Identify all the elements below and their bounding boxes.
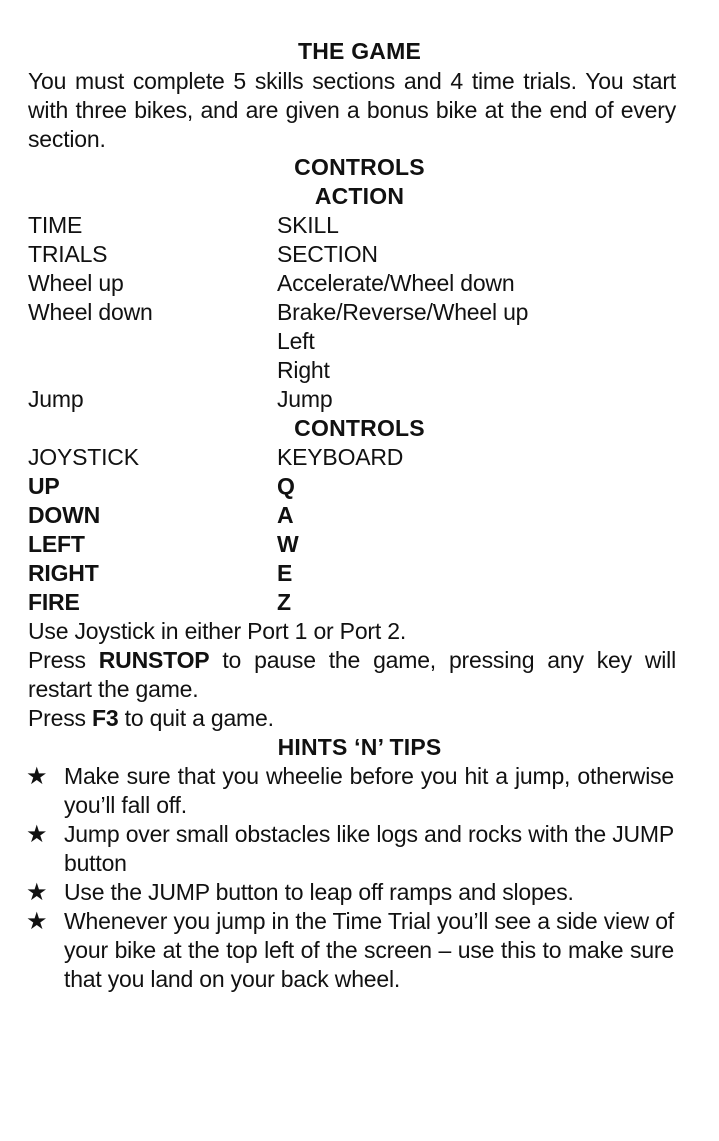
quit-prefix: Press [28,705,92,731]
action-row-left: Wheel up [28,270,124,296]
quit-instruction [28,704,676,733]
joystick-direction: DOWN [28,502,101,528]
hint-text: Make sure that you wheelie before you hit a jump, otherwise you’ll fall off. [64,763,674,818]
keyboard-key: W [277,531,299,557]
action-row-left: TRIALS [28,241,108,267]
hint-text: Jump over small obstacles like logs and rocks with the JUMP button [64,821,674,876]
keyboard-key: E [277,560,293,586]
star-icon: ★ [26,908,48,935]
action-row-right: Accelerate/Wheel down [277,270,515,296]
control-row [28,588,688,617]
f3-key: F3 [91,705,119,731]
controls-heading: CONTROLS [294,154,425,180]
pause-prefix: Press [28,647,99,673]
hint-text: Whenever you jump in the Time Trial you’ll see a side view of your bike at the top left of the screen – use this to make sure that you land on your back wheel. [64,908,674,992]
action-row [28,356,688,385]
action-row-right: SKILL [277,212,339,238]
quit-suffix: to quit a game. [118,705,274,731]
game-intro-paragraph: You must complete 5 skills sections and 4 time trials. You start with three bikes, and are given a bonus bike at the end of every section. [28,68,676,152]
star-icon: ★ [26,879,48,906]
hints-heading: HINTS ‘N’ TIPS [277,734,442,760]
action-row-right: Left [277,328,315,354]
joystick-direction: LEFT [28,531,85,557]
action-row-right: Jump [277,386,333,412]
control-row [28,501,688,530]
star-icon: ★ [26,763,48,790]
action-row-left: Jump [28,386,84,412]
joystick-port-instruction: Use Joystick in either Port 1 or Port 2. [28,618,407,644]
pause-suffix: to pause the game, pressing any key will restart the game. [28,647,677,702]
the-game-heading: THE GAME [298,38,421,64]
joystick-column-header: JOYSTICK [28,444,139,470]
hint-text: Use the JUMP button to leap off ramps and slopes. [64,879,574,905]
star-icon: ★ [26,821,48,848]
control-row [28,530,688,559]
action-row-left: Wheel down [28,299,153,325]
action-row [28,385,688,414]
control-row [28,472,688,501]
controls-header-row [28,443,688,472]
keyboard-key: A [277,502,294,528]
action-row-left: TIME [28,212,83,238]
controls-keys-heading: CONTROLS [294,415,425,441]
keyboard-key: Z [277,589,291,615]
action-row [28,298,688,327]
action-row [28,211,688,240]
action-row [28,327,688,356]
keyboard-key: Q [277,473,295,499]
joystick-direction: FIRE [28,589,80,615]
action-row [28,269,688,298]
joystick-direction: UP [28,473,60,499]
joystick-direction: RIGHT [28,560,99,586]
action-heading: ACTION [314,183,405,209]
action-row-right: SECTION [277,241,378,267]
pause-instruction [28,646,676,704]
runstop-key: RUNSTOP [98,647,210,673]
action-row [28,240,688,269]
action-row-right: Brake/Reverse/Wheel up [277,299,529,325]
keyboard-column-header: KEYBOARD [277,444,404,470]
control-row [28,559,688,588]
action-row-right: Right [277,357,330,383]
